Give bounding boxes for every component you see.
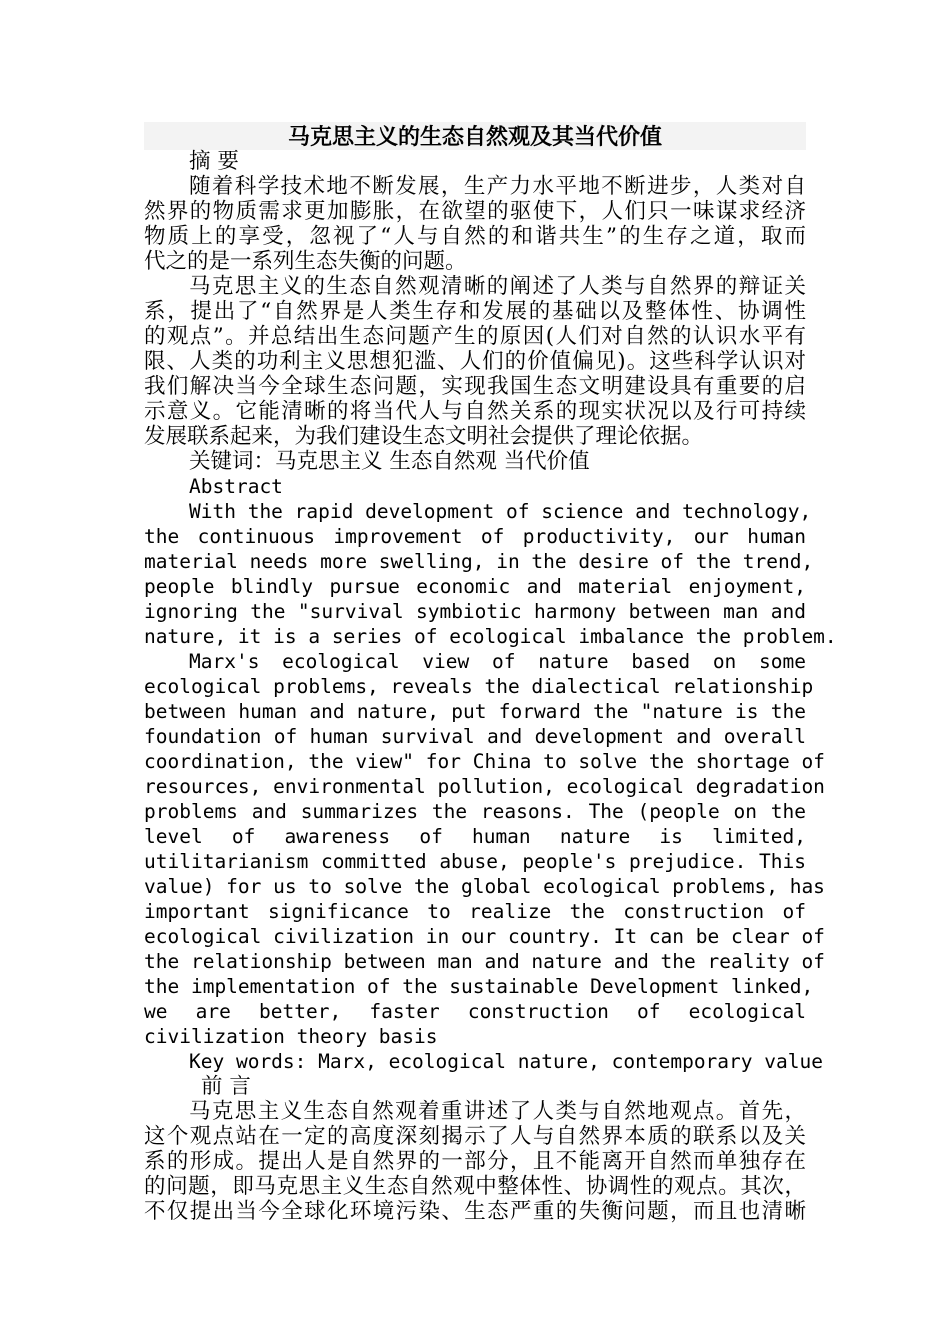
abstract-en-line: the implementation of the sustainable Development linked, <box>144 975 814 998</box>
preface-line: 的问题，即马克思主义生态自然观中整体性、协调性的观点。其次， <box>144 1174 806 1199</box>
abstract-cn-line: 然界的物质需求更加膨胀，在欲望的驱使下，人们只一味谋求经济 <box>144 199 806 224</box>
abstract-en-line: ecological problems, reveals the dialectical relationship <box>144 675 814 698</box>
abstract-en-line: resources, environmental pollution, ecological degradation <box>144 775 825 798</box>
abstract-cn-line: 我们解决当今全球生态问题，实现我国生态文明建设具有重要的启 <box>144 374 806 399</box>
preface-heading: 前 言 <box>201 1074 251 1099</box>
abstract-cn-line: 代之的是一系列生态失衡的问题。 <box>144 249 467 274</box>
abstract-en-line: between human and nature, put forward the "nature is the <box>144 700 806 723</box>
abstract-cn-heading: 摘 要 <box>189 149 239 174</box>
abstract-cn-line: 的观点”。并总结出生态问题产生的原因(人们对自然的认识水平有 <box>144 324 806 349</box>
preface-line: 系的形成。提出人是自然界的一部分，且不能离开自然而单独存在 <box>144 1149 806 1174</box>
document-title: 马克思主义的生态自然观及其当代价值 <box>287 124 662 150</box>
abstract-en-line: people blindly pursue economic and material enjoyment, <box>144 575 806 598</box>
abstract-cn-line: 随着科学技术地不断发展，生产力水平地不断进步，人类对自 <box>189 174 806 199</box>
abstract-en-line: nature, it is a series of ecological imbalance the problem. <box>144 625 837 648</box>
abstract-en-line: level of awareness of human nature is limited, <box>144 825 806 848</box>
abstract-cn-line: 示意义。它能清晰的将当代人与自然关系的现实状况以及行可持续 <box>144 399 806 424</box>
keywords-cn: 关键词：马克思主义 生态自然观 当代价值 <box>189 449 590 474</box>
abstract-cn-line: 系，提出了“自然界是人类生存和发展的基础以及整体性、协调性 <box>144 299 806 324</box>
keywords-en: Key words: Marx, ecological nature, contemporary value <box>189 1050 823 1073</box>
abstract-en-line: the relationship between man and nature and the reality of <box>144 950 825 973</box>
abstract-en-line: problems and summarizes the reasons. The (people on the <box>144 800 806 823</box>
abstract-en-line: value) for us to solve the global ecological problems, has <box>144 875 825 898</box>
abstract-cn-line: 限、人类的功利主义思想犯滥、人们的价值偏见)。这些科学认识对 <box>144 349 806 374</box>
abstract-en-line: foundation of human survival and development and overall <box>144 725 806 748</box>
abstract-en-line: ignoring the "survival symbiotic harmony between man and <box>144 600 806 623</box>
abstract-cn-line: 发展联系起来，为我们建设生态文明社会提供了理论依据。 <box>144 424 704 449</box>
abstract-en-line: ecological civilization in our country. It can be clear of <box>144 925 825 948</box>
abstract-cn-line: 马克思主义的生态自然观清晰的阐述了人类与自然界的辩证关 <box>189 274 806 299</box>
abstract-cn-line: 物质上的享受，忽视了“人与自然的和谐共生”的生存之道，取而 <box>144 224 806 249</box>
abstract-en-line: the continuous improvement of productivity, our human <box>144 525 806 548</box>
abstract-en-line: With the rapid development of science and technology, <box>189 500 812 523</box>
preface-line: 不仅提出当今全球化环境污染、生态严重的失衡问题，而且也清晰 <box>144 1199 806 1224</box>
abstract-en-line: important significance to realize the construction of <box>144 900 806 923</box>
preface-line: 马克思主义生态自然观着重讲述了人类与自然地观点。首先， <box>189 1099 806 1124</box>
abstract-en-line: coordination, the view" for China to solve the shortage of <box>144 750 825 773</box>
abstract-en-line: civilization theory basis <box>144 1025 438 1048</box>
preface-line: 这个观点站在一定的高度深刻揭示了人与自然界本质的联系以及关 <box>144 1124 806 1149</box>
abstract-en-line: we are better, faster construction of ecological <box>144 1000 806 1023</box>
abstract-en-line: Marx's ecological view of nature based on some <box>189 650 806 673</box>
abstract-en-line: utilitarianism committed abuse, people's prejudice. This <box>144 850 806 873</box>
abstract-en-heading: Abstract <box>189 475 283 498</box>
abstract-en-line: material needs more swelling, in the desire of the trend, <box>144 550 814 573</box>
